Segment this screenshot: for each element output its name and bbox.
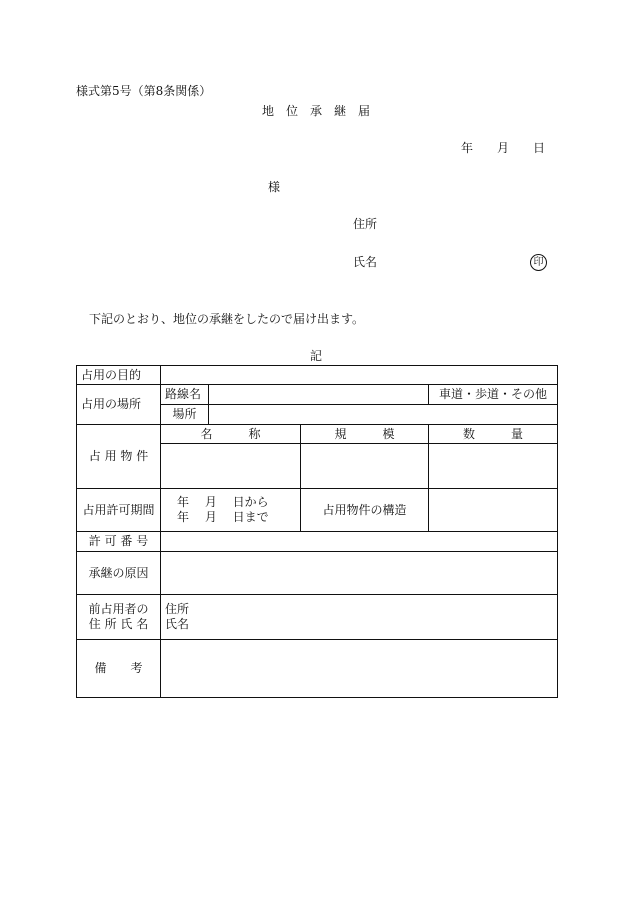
structure-label: 占用物件の構造 bbox=[301, 489, 429, 532]
purpose-value bbox=[161, 366, 558, 385]
location-label: 場所 bbox=[161, 405, 209, 425]
applicant-address-label: 住所 bbox=[353, 217, 378, 231]
body-text: 下記のとおり、地位の承継をしたので届け出ます。 bbox=[89, 312, 365, 326]
table-row bbox=[77, 640, 558, 698]
form-number: 様式第5号（第8条関係） bbox=[76, 84, 212, 98]
location-value bbox=[209, 405, 558, 425]
period-value bbox=[161, 489, 301, 532]
date-day-label: 日 bbox=[533, 141, 546, 155]
document-title: 地 位 承 継 届 bbox=[262, 104, 371, 118]
table-row bbox=[77, 552, 558, 595]
reason-value bbox=[161, 552, 558, 595]
col-scale-header: 規 模 bbox=[301, 425, 429, 444]
period-label: 占用許可期間 bbox=[77, 489, 161, 532]
addressee-honorific: 様 bbox=[268, 180, 281, 194]
prev-occupant-value bbox=[161, 595, 558, 640]
table-row bbox=[77, 532, 558, 552]
purpose-label: 占用の目的 bbox=[77, 366, 161, 385]
object-scale-value bbox=[301, 444, 429, 489]
permit-number-value bbox=[161, 532, 558, 552]
period-from: 年 月 日から bbox=[177, 495, 269, 509]
route-name-label: 路線名 bbox=[161, 385, 209, 405]
table-row bbox=[77, 595, 558, 640]
prev-occupant-label-line2: 住 所 氏 名 bbox=[88, 617, 149, 631]
period-to: 年 月 日まで bbox=[177, 510, 269, 524]
table-row bbox=[77, 385, 558, 405]
date-year-label: 年 bbox=[461, 141, 474, 155]
table-row bbox=[77, 366, 558, 385]
structure-value bbox=[429, 489, 558, 532]
road-type: 車道・歩道・その他 bbox=[429, 385, 558, 405]
ki-heading: 記 bbox=[310, 349, 323, 363]
object-label: 占 用 物 件 bbox=[77, 425, 161, 489]
place-label: 占用の場所 bbox=[77, 385, 161, 425]
applicant-name-label: 氏名 bbox=[353, 255, 378, 269]
remarks-label: 備 考 bbox=[77, 640, 161, 698]
object-quantity-value bbox=[429, 444, 558, 489]
seal-mark: 印 bbox=[530, 254, 547, 271]
route-name-value bbox=[209, 385, 429, 405]
col-quantity-header: 数 量 bbox=[429, 425, 558, 444]
prev-address-label: 住所 bbox=[165, 602, 190, 616]
prev-name-label: 氏名 bbox=[165, 617, 190, 631]
table-row bbox=[77, 425, 558, 444]
table-row bbox=[77, 489, 558, 532]
prev-occupant-label bbox=[77, 595, 161, 640]
notification-table bbox=[76, 365, 558, 698]
prev-occupant-label-line1: 前占用者の bbox=[88, 602, 149, 616]
reason-label: 承継の原因 bbox=[77, 552, 161, 595]
date-month-label: 月 bbox=[497, 141, 510, 155]
permit-number-label: 許 可 番 号 bbox=[77, 532, 161, 552]
object-name-value bbox=[161, 444, 301, 489]
remarks-value bbox=[161, 640, 558, 698]
col-name-header: 名 称 bbox=[161, 425, 301, 444]
